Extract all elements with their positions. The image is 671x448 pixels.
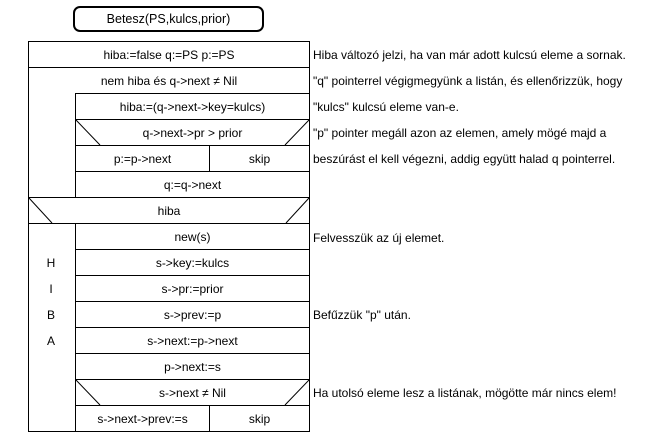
p-assign-statement: p:=p->next	[113, 151, 172, 166]
prev-assign-statement: s->prev:=p	[163, 307, 222, 322]
loop-condition: nem hiba és q->next ≠ Nil	[100, 73, 238, 88]
next-assign-statement: s->next:=p->next	[147, 333, 238, 348]
note-kulcs-key: "kulcs" kulcsú eleme van-e.	[313, 100, 459, 114]
note-link-after-p: Befűzzük "p" után.	[313, 308, 411, 322]
hiba-letter-i: I	[49, 282, 53, 296]
hiba-letter-h: H	[46, 256, 56, 270]
key-assign-statement: s->key:=kulcs	[155, 255, 230, 270]
pr-assign-statement: s->pr:=prior	[161, 281, 224, 296]
skip-statement: skip	[248, 151, 271, 166]
hiba-letter-b: B	[46, 308, 55, 322]
new-statement: new(s)	[174, 229, 211, 244]
note-insertion: beszúrást el kell végezni, addig együtt halad q pointerrel.	[313, 152, 616, 166]
hiba-branch-condition: hiba	[157, 203, 181, 218]
note-hiba-variable: Hiba változó jelzi, ha van már adott kulcsú eleme a sornak.	[313, 48, 626, 62]
procedure-title: Betesz(PS,kulcs,prior)	[73, 6, 264, 32]
priority-branch-condition: q->next->pr > prior	[142, 125, 243, 140]
note-q-pointer: "q" pointerrel végigmegyünk a listán, és ellenőrizzük, hogy	[313, 74, 623, 88]
p-next-assign-statement: p->next:=s	[164, 359, 221, 374]
note-last-element: Ha utolsó eleme lesz a listának, mögötte már nincs elem!	[313, 386, 617, 400]
hiba-letter-a: A	[46, 334, 55, 348]
q-assign-statement: q:=q->next	[163, 177, 222, 192]
note-p-pointer: "p" pointer megáll azon az elemen, amely mögé majd a	[313, 126, 607, 140]
init-statement: hiba:=false q:=PS p:=PS	[103, 47, 235, 62]
skip-statement-2: skip	[248, 411, 271, 426]
nil-branch-condition: s->next ≠ Nil	[159, 385, 226, 400]
next-prev-assign-statement: s->next->prev:=s	[97, 411, 188, 426]
hiba-assign-statement: hiba:=(q->next->key=kulcs)	[119, 99, 266, 114]
note-new-element: Felvesszük az új elemet.	[313, 231, 445, 245]
